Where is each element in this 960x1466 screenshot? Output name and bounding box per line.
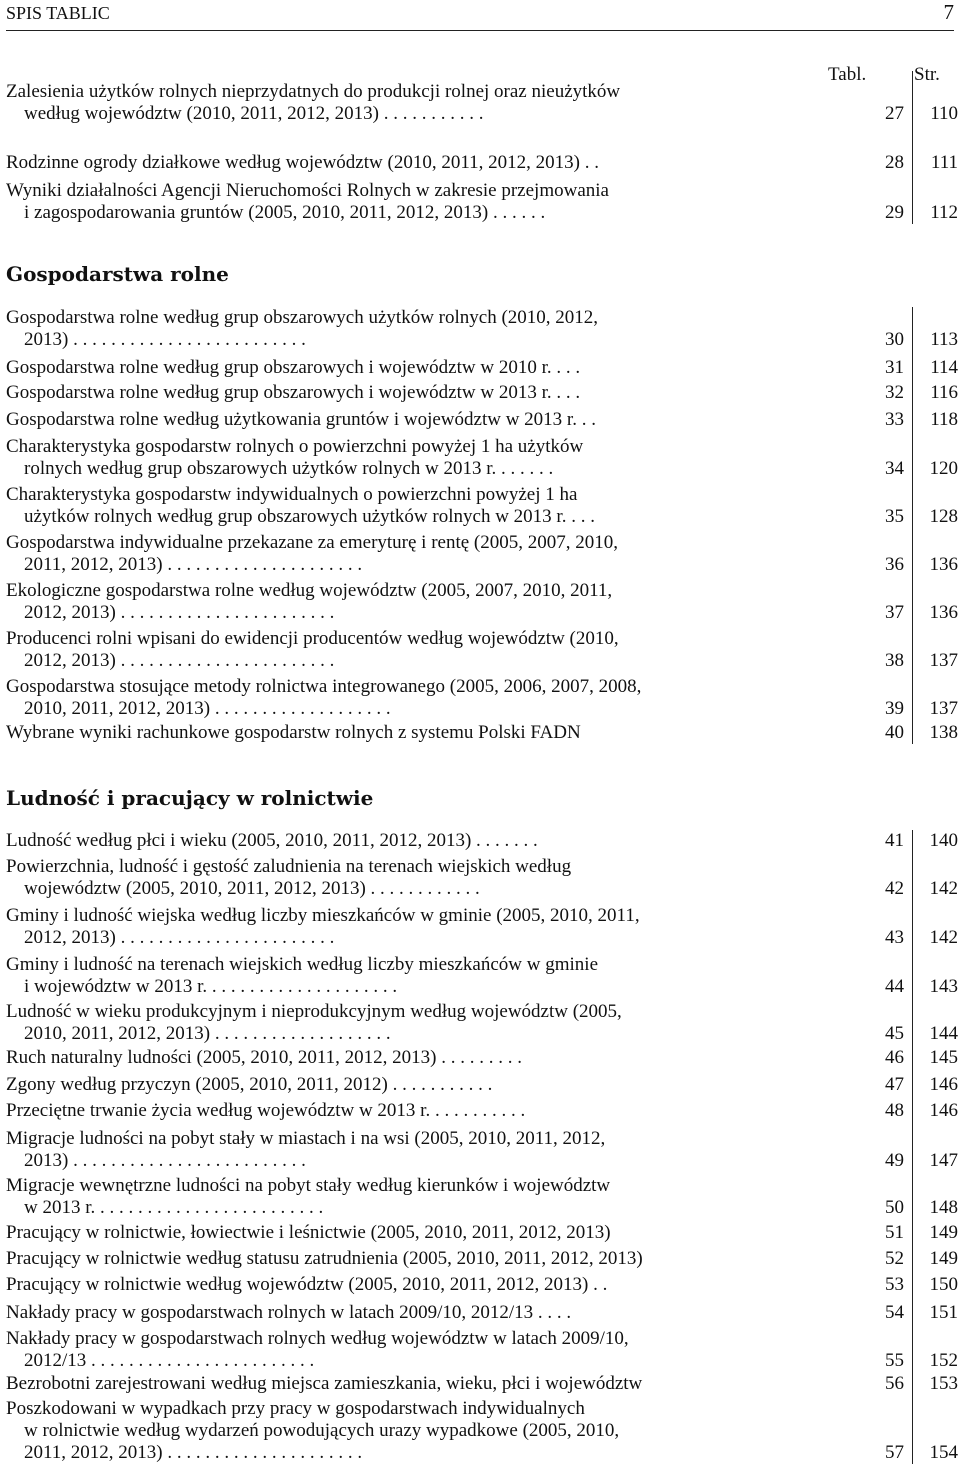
page-reference[interactable]: 120 xyxy=(929,458,958,479)
toc-entry[interactable] xyxy=(6,580,956,624)
toc-entry-line: Zalesienia użytków rolnych nieprzydatnych do produkcji rolnej oraz nieużytków xyxy=(6,81,621,102)
toc-entry-line: 2012, 2013) . . . . . . . . . . . . . . . . . . . . . . . xyxy=(24,602,335,623)
table-number: 28 xyxy=(885,152,904,173)
table-number: 27 xyxy=(885,103,904,124)
toc-entry[interactable] xyxy=(6,409,956,431)
toc-entry-title xyxy=(6,357,788,379)
toc-entry[interactable] xyxy=(6,954,956,998)
toc-entry-title xyxy=(6,1047,788,1069)
toc-entry-line: Gospodarstwa indywidualne przekazane za emeryturę i rentę (2005, 2007, 2010, xyxy=(6,532,619,553)
table-number: 55 xyxy=(885,1350,904,1371)
page-reference[interactable]: 142 xyxy=(929,927,958,948)
toc-entry-line: rolnych według grup obszarowych użytków rolnych w 2013 r. . . . . . . xyxy=(24,458,554,479)
toc-entry[interactable] xyxy=(6,357,956,379)
toc-entry-line: Ludność w wieku produkcyjnym i nieprodukcyjnym według województw (2005, xyxy=(6,1001,622,1022)
toc-entry-line: Nakłady pracy w gospodarstwach rolnych według województw w latach 2009/10, xyxy=(6,1328,629,1349)
toc-entry-line: Migracje ludności na pobyt stały w miastach i na wsi (2005, 2010, 2011, 2012, xyxy=(6,1128,606,1149)
toc-entry-title xyxy=(6,1328,788,1372)
toc-entry-line: 2011, 2012, 2013) . . . . . . . . . . . . . . . . . . . . . xyxy=(24,554,363,575)
table-number: 29 xyxy=(885,202,904,223)
running-head-title: SPIS TABLIC xyxy=(6,3,110,23)
toc-entry[interactable] xyxy=(6,1074,956,1096)
toc-entry-title xyxy=(6,1302,788,1324)
page-reference[interactable]: 137 xyxy=(929,650,958,671)
section-heading-ludnosc: Ludność i pracujący w rolnictwie xyxy=(6,786,374,810)
column-header-tabl: Tabl. xyxy=(828,64,867,85)
toc-entry[interactable] xyxy=(6,1398,956,1464)
toc-entry[interactable] xyxy=(6,905,956,949)
toc-entry-title xyxy=(6,1274,788,1296)
toc-entry-line: Pracujący w rolnictwie, łowiectwie i leśnictwie (2005, 2010, 2011, 2012, 2013) xyxy=(6,1222,611,1243)
table-number: 52 xyxy=(885,1248,904,1269)
toc-entry-title xyxy=(6,81,788,125)
toc-entry-line: Gminy i ludność wiejska według liczby mieszkańców w gminie (2005, 2010, 2011, xyxy=(6,905,640,926)
page-reference[interactable]: 114 xyxy=(930,357,958,378)
page-reference[interactable]: 149 xyxy=(929,1222,958,1243)
toc-entry[interactable] xyxy=(6,1373,956,1395)
table-number: 56 xyxy=(885,1373,904,1394)
page-reference[interactable]: 116 xyxy=(930,382,958,403)
toc-entry-title xyxy=(6,1398,788,1464)
toc-entry-line: w 2013 r. . . . . . . . . . . . . . . . . . . . . . . . . xyxy=(24,1197,324,1218)
column-header-str: Str. xyxy=(914,64,940,85)
toc-entry-line: Gospodarstwa rolne według grup obszarowych i województw w 2010 r. . . . xyxy=(6,357,581,378)
toc-entry-title xyxy=(6,484,788,528)
page-reference[interactable]: 149 xyxy=(929,1248,958,1269)
table-number: 34 xyxy=(885,458,904,479)
toc-entry-line: Bezrobotni zarejestrowani według miejsca zamieszkania, wieku, płci i województw xyxy=(6,1373,643,1394)
toc-entry[interactable] xyxy=(6,676,956,720)
toc-entry[interactable] xyxy=(6,382,956,404)
toc-entry-line: 2010, 2011, 2012, 2013) . . . . . . . . . . . . . . . . . . . xyxy=(24,698,391,719)
page-reference[interactable]: 147 xyxy=(929,1150,958,1171)
toc-entry-line: Charakterystyka gospodarstw indywidualnych o powierzchni powyżej 1 ha xyxy=(6,484,578,505)
page-reference[interactable]: 153 xyxy=(929,1373,958,1394)
toc-entry-title xyxy=(6,409,788,431)
toc-entry[interactable] xyxy=(6,1302,956,1324)
toc-entry-title xyxy=(6,1074,788,1096)
toc-entry-line: 2012, 2013) . . . . . . . . . . . . . . . . . . . . . . . xyxy=(24,650,335,671)
toc-entry[interactable] xyxy=(6,1001,956,1045)
table-number: 50 xyxy=(885,1197,904,1218)
table-number: 49 xyxy=(885,1150,904,1171)
table-number: 45 xyxy=(885,1023,904,1044)
page-reference[interactable]: 150 xyxy=(929,1274,958,1295)
page-reference[interactable]: 151 xyxy=(929,1302,958,1323)
section-heading-gospodarstwa-rolne: Gospodarstwa rolne xyxy=(6,262,229,286)
toc-entry-title xyxy=(6,1100,788,1122)
toc-entry-line: 2010, 2011, 2012, 2013) . . . . . . . . . . . . . . . . . . . xyxy=(24,1023,391,1044)
toc-entry-line: i województw w 2013 r. . . . . . . . . . . . . . . . . . . . . xyxy=(24,976,398,997)
table-number: 32 xyxy=(885,382,904,403)
table-number: 41 xyxy=(885,830,904,851)
toc-entry[interactable] xyxy=(6,1100,956,1122)
toc-entry-line: Charakterystyka gospodarstw rolnych o powierzchni powyżej 1 ha użytków xyxy=(6,436,584,457)
page-reference[interactable]: 144 xyxy=(929,1023,958,1044)
table-number: 31 xyxy=(885,357,904,378)
table-number: 30 xyxy=(885,329,904,350)
toc-entry[interactable] xyxy=(6,1222,956,1244)
toc-entry-line: Poszkodowani w wypadkach przy pracy w gospodarstwach indywidualnych xyxy=(6,1398,585,1419)
toc-entry-line: Gospodarstwa stosujące metody rolnictwa integrowanego (2005, 2006, 2007, 2008, xyxy=(6,676,642,697)
running-head xyxy=(6,0,954,31)
table-number: 54 xyxy=(885,1302,904,1323)
toc-entry-line: Powierzchnia, ludność i gęstość zaludnienia na terenach wiejskich według xyxy=(6,856,572,877)
toc-entry-line: użytków rolnych według grup obszarowych użytków rolnych w 2013 r. . . . xyxy=(24,506,595,527)
page-reference[interactable]: 128 xyxy=(929,506,958,527)
toc-entry-line: Rodzinne ogrody działkowe według województw (2010, 2011, 2012, 2013) . . xyxy=(6,152,599,173)
toc-entry-line: Pracujący w rolnictwie według statusu zatrudnienia (2005, 2010, 2011, 2012, 2013) xyxy=(6,1248,643,1269)
page-reference[interactable]: 143 xyxy=(929,976,958,997)
toc-entry-title xyxy=(6,1373,788,1395)
toc-entry-title xyxy=(6,152,788,174)
toc-entry-line: 2012, 2013) . . . . . . . . . . . . . . . . . . . . . . . xyxy=(24,927,335,948)
page-reference[interactable]: 154 xyxy=(929,1442,958,1463)
toc-entry-title xyxy=(6,532,788,576)
toc-entry[interactable] xyxy=(6,180,956,224)
toc-entry[interactable] xyxy=(6,1328,956,1372)
toc-entry-line: Ludność według płci i wieku (2005, 2010, 2011, 2012, 2013) . . . . . . . xyxy=(6,830,538,851)
toc-entry-line: Gminy i ludność na terenach wiejskich według liczby mieszkańców w gminie xyxy=(6,954,599,975)
table-number: 47 xyxy=(885,1074,904,1095)
toc-entry[interactable] xyxy=(6,1274,956,1296)
toc-entry-line: 2013) . . . . . . . . . . . . . . . . . . . . . . . . . xyxy=(24,1150,306,1171)
page-reference[interactable]: 142 xyxy=(929,878,958,899)
toc-entry-line: Nakłady pracy w gospodarstwach rolnych w latach 2009/10, 2012/13 . . . . xyxy=(6,1302,572,1323)
toc-entry[interactable] xyxy=(6,484,956,528)
toc-entry-line: 2013) . . . . . . . . . . . . . . . . . . . . . . . . . xyxy=(24,329,306,350)
toc-entry-title xyxy=(6,628,788,672)
page-number: 7 xyxy=(943,0,954,24)
toc-entry-title xyxy=(6,954,788,998)
table-number: 38 xyxy=(885,650,904,671)
toc-entry-line: i zagospodarowania gruntów (2005, 2010, 2011, 2012, 2013) . . . . . . xyxy=(24,202,546,223)
toc-entry-line: województw (2005, 2010, 2011, 2012, 2013) . . . . . . . . . . . . xyxy=(24,878,480,899)
toc-entry[interactable] xyxy=(6,856,956,900)
page-reference[interactable]: 111 xyxy=(930,152,958,173)
toc-entry-line: Wyniki działalności Agencji Nieruchomości Rolnych w zakresie przejmowania xyxy=(6,180,609,201)
toc-entry[interactable] xyxy=(6,1175,956,1219)
toc-entry-title xyxy=(6,382,788,404)
toc-entry-line: według województw (2010, 2011, 2012, 2013) . . . . . . . . . . . xyxy=(24,103,484,124)
table-number: 48 xyxy=(885,1100,904,1121)
toc-entry-title xyxy=(6,180,788,224)
table-number: 43 xyxy=(885,927,904,948)
table-number: 36 xyxy=(885,554,904,575)
toc-entry-line: Pracujący w rolnictwie według województw (2005, 2010, 2011, 2012, 2013) . . xyxy=(6,1274,608,1295)
toc-entry-title xyxy=(6,307,788,351)
toc-entry-line: Producenci rolni wpisani do ewidencji producentów według województw (2010, xyxy=(6,628,619,649)
toc-entry[interactable] xyxy=(6,307,956,351)
toc-entry[interactable] xyxy=(6,81,956,125)
page-reference[interactable]: 138 xyxy=(929,722,958,743)
toc-entry-line: Przeciętne trwanie życia według województw w 2013 r. . . . . . . . . . . xyxy=(6,1100,526,1121)
toc-entry[interactable] xyxy=(6,436,956,480)
table-number: 51 xyxy=(885,1222,904,1243)
toc-entry-title xyxy=(6,1175,788,1219)
table-number: 33 xyxy=(885,409,904,430)
toc-entry-line: Zgony według przyczyn (2005, 2010, 2011, 2012) . . . . . . . . . . . xyxy=(6,1074,493,1095)
table-number: 42 xyxy=(885,878,904,899)
table-number: 53 xyxy=(885,1274,904,1295)
toc-entry[interactable] xyxy=(6,1047,956,1069)
page-reference[interactable]: 145 xyxy=(929,1047,958,1068)
toc-entry-title xyxy=(6,1001,788,1045)
toc-entry[interactable] xyxy=(6,1128,956,1172)
toc-entry-line: Ekologiczne gospodarstwa rolne według województw (2005, 2007, 2010, 2011, xyxy=(6,580,613,601)
toc-entry-title xyxy=(6,905,788,949)
page-reference[interactable]: 136 xyxy=(929,554,958,575)
toc-entry[interactable] xyxy=(6,1248,956,1270)
page-reference[interactable]: 148 xyxy=(929,1197,958,1218)
table-number: 57 xyxy=(885,1442,904,1463)
toc-entry[interactable] xyxy=(6,722,956,744)
page-reference[interactable]: 110 xyxy=(930,103,958,124)
toc-entry-title xyxy=(6,1248,788,1270)
table-number: 35 xyxy=(885,506,904,527)
toc-entry[interactable] xyxy=(6,628,956,672)
page-reference[interactable]: 140 xyxy=(929,830,958,851)
toc-entry-line: w rolnictwie według wydarzeń powodujących urazy wypadkowe (2005, 2010, xyxy=(24,1420,620,1441)
page-reference[interactable]: 118 xyxy=(930,409,958,430)
toc-entry-title xyxy=(6,1128,788,1172)
page-reference[interactable]: 146 xyxy=(929,1100,958,1121)
page-reference[interactable]: 136 xyxy=(929,602,958,623)
toc-entry-title xyxy=(6,676,788,720)
toc-entry-title xyxy=(6,856,788,900)
toc-entry-line: Migracje wewnętrzne ludności na pobyt stały według kierunków i województw xyxy=(6,1175,611,1196)
toc-entry[interactable] xyxy=(6,532,956,576)
toc-entry-line: Gospodarstwa rolne według użytkowania gruntów i województw w 2013 r. . . xyxy=(6,409,596,430)
toc-entry-line: Ruch naturalny ludności (2005, 2010, 2011, 2012, 2013) . . . . . . . . . xyxy=(6,1047,522,1068)
page-reference[interactable]: 137 xyxy=(929,698,958,719)
toc-entry-line: Gospodarstwa rolne według grup obszarowych i województw w 2013 r. . . . xyxy=(6,382,581,403)
toc-entry-line: Gospodarstwa rolne według grup obszarowych użytków rolnych (2010, 2012, xyxy=(6,307,599,328)
table-number: 37 xyxy=(885,602,904,623)
toc-entry-title xyxy=(6,722,788,744)
toc-entry-title xyxy=(6,580,788,624)
table-number: 46 xyxy=(885,1047,904,1068)
toc-entry-title xyxy=(6,1222,788,1244)
toc-entry-line: 2011, 2012, 2013) . . . . . . . . . . . . . . . . . . . . . xyxy=(24,1442,363,1463)
table-number: 44 xyxy=(885,976,904,997)
toc-entry-line: Wybrane wyniki rachunkowe gospodarstw rolnych z systemu Polski FADN xyxy=(6,722,581,743)
table-number: 40 xyxy=(885,722,904,743)
toc-entry[interactable] xyxy=(6,830,956,852)
toc-entry[interactable] xyxy=(6,152,956,174)
page-reference[interactable]: 113 xyxy=(930,329,958,350)
toc-entry-title xyxy=(6,830,788,852)
toc-entry-line: 2012/13 . . . . . . . . . . . . . . . . . . . . . . . . xyxy=(24,1350,315,1371)
toc-entry-title xyxy=(6,436,788,480)
table-number: 39 xyxy=(885,698,904,719)
page-reference[interactable]: 146 xyxy=(929,1074,958,1095)
page-reference[interactable]: 112 xyxy=(930,202,958,223)
page-reference[interactable]: 152 xyxy=(929,1350,958,1371)
